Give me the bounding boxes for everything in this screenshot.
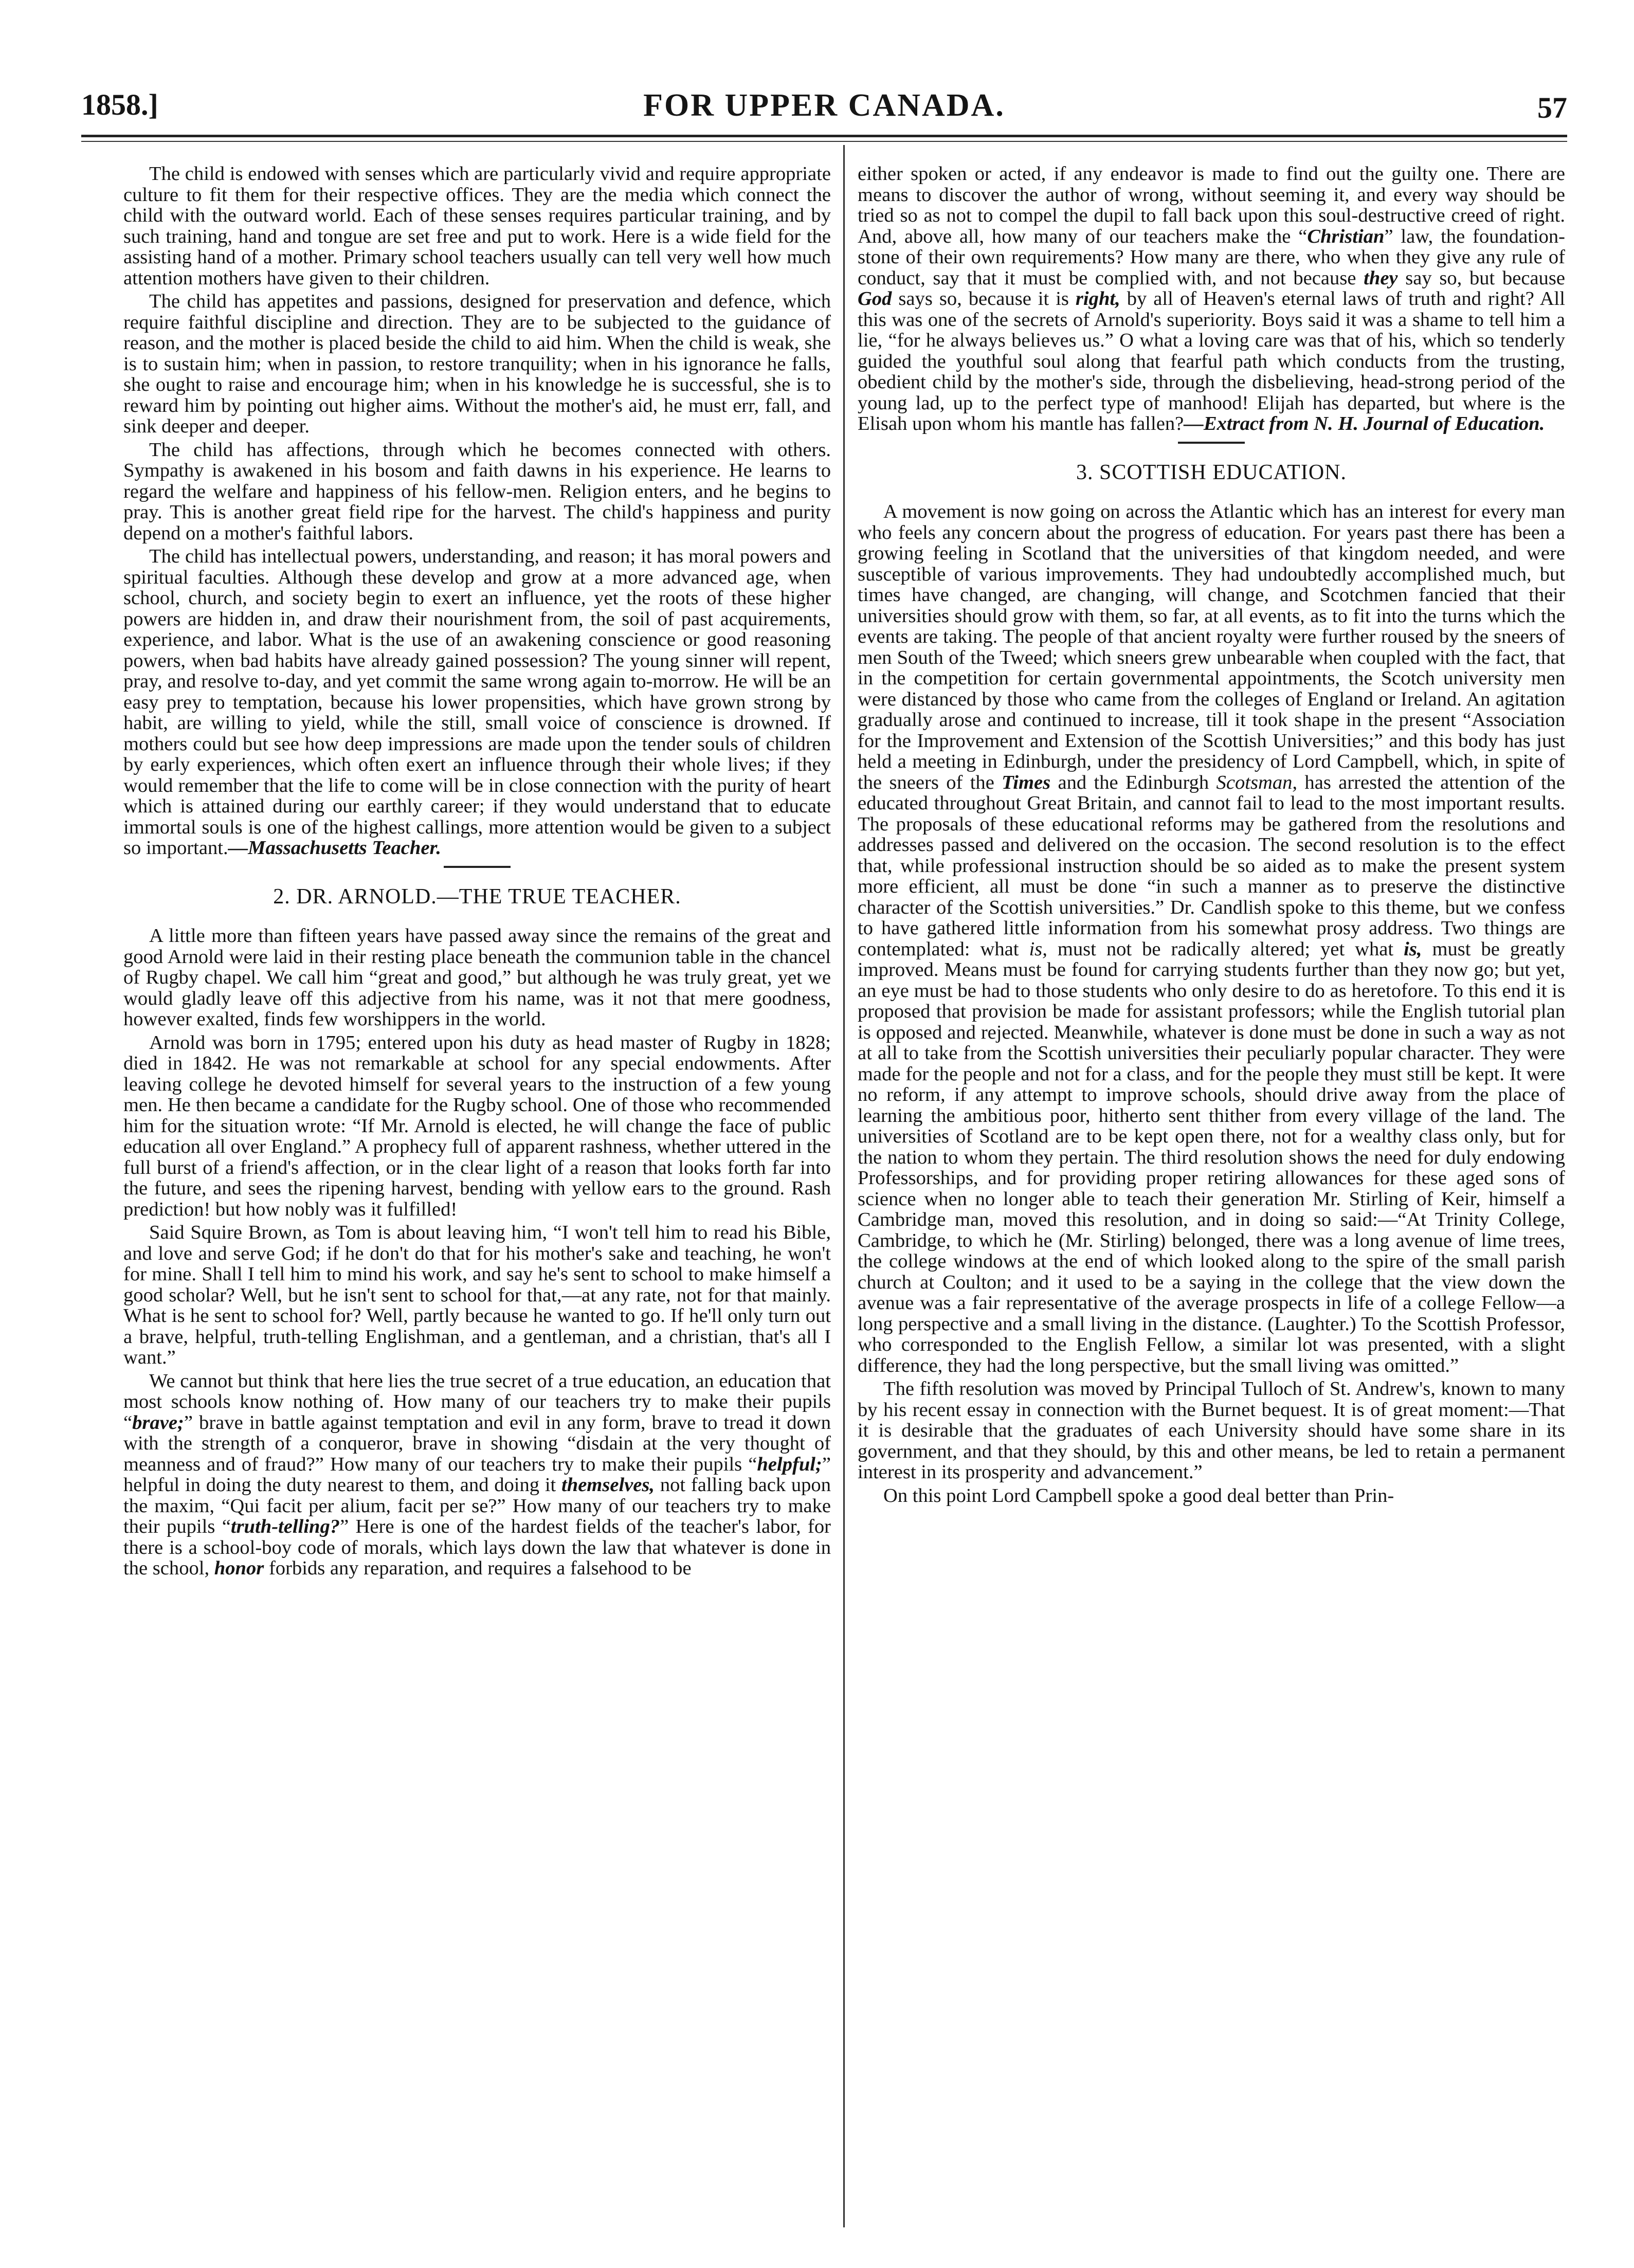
text-run: and the Edinburgh (1050, 771, 1217, 793)
emphasis: right, (1075, 288, 1120, 310)
text-run: says so, because it is (892, 288, 1076, 310)
section-rule (444, 866, 511, 868)
text-run: ” law, the foundation-stone of their own requirements? How many are there, who when they give any rule of conduct, say that it must be complied with, and not because (858, 225, 1565, 289)
source-citation: —Massachusetts Teacher. (228, 837, 442, 859)
emphasis: truth-telling? (230, 1516, 340, 1537)
text-run: either spoken or acted, if any endeavor is made to find out the guilty one. There are means to discover the author of wrong, without seeming it, and every way should be tried so as not to compel the dupil to fall back upon this soul-destructive creed of right. And, above all, how many of our teachers make the “ (858, 163, 1565, 247)
paragraph (123, 1371, 831, 1579)
paragraph: The fifth resolution was moved by Principal Tulloch of St. Andrew's, known to many by his recent essay in connection with the Burnet bequest. It is of great moment:—That it is desirable that the graduates of each University should have some share in its government, and that they should, by this and other means, be led to retain a permanent interest in its prosperity and advancement.” (858, 1378, 1565, 1483)
text-run: ” helpful in doing the duty nearest to them, and doing it (123, 1453, 831, 1496)
emphasis: they (1364, 267, 1398, 289)
paragraph: Said Squire Brown, as Tom is about leaving him, “I won't tell him to read his Bible, and love and serve God; if he don't do that for his mother's sake and teaching, he won't for mine. Shall I tell him to mind his work, and say he's sent to school to make himself a good scholar? Well, but he isn't sent to school for that,—at any rate, not for that mainly. What is he sent to school for? Well, partly because he wanted to go. If he'll only turn out a brave, helpful, truth-telling Englishman, and a gentleman, and a christian, that's all I want.” (123, 1222, 831, 1368)
text-run: ” brave in battle against temptation and evil in any form, brave to tread it down with the strength of a conqueror, brave in showing “disdain at the very thought of meanness and of fraud?” How many of our teachers try to make their pupils “ (123, 1411, 831, 1475)
emphasis: honor (214, 1557, 264, 1579)
header-year: 1858.] (81, 88, 158, 121)
paragraph-text: The child has intellectual powers, understanding, and reason; it has moral powers and spiritual faculties. Although these develop and grow at a more advanced age, when school, church, and society begin to exert an influence, yet the roots of these higher powers are hidden in, and draw their nourishment from, the soil of past acquirements, experience, and labor. What is the use of an awakening conscience or good reasoning powers, when bad habits have already gained possession? The young sinner will repent, pray, and resolve to-day, and yet commit the same wrong again to-morrow. He will be an easy prey to temptation, because his lower propensities, which have grown strong by habit, are willing to yield, while the still, small voice of conscience is drowned. If mothers could but see how deep impressions are made upon the tender souls of children by early experiences, which often exert an influence through their whole lives; if they would remember that the life to come will be in close connection with the purity of heart which is attained during our earthly career; if they would understand that to educate immortal souls is one of the highest callings, more attention would be given to a subject so important. (123, 546, 831, 859)
source-citation: —Extract from N. H. Journal of Education. (1184, 413, 1545, 434)
text-run: say so, but because (1397, 267, 1565, 289)
text-run: not falling back upon the maxim, “Qui facit per alium, facit per se?” How many of our teachers try to make their pupils “ (123, 1474, 831, 1537)
paragraph (858, 164, 1565, 434)
paragraph (123, 546, 831, 859)
text-run: ” Here is one of the hardest fields of the teacher's labor, for there is a school-boy code of morals, which lays down the law that whatever is done in the school, (123, 1516, 831, 1579)
section-rule (1178, 442, 1245, 444)
emphasis: brave; (132, 1411, 184, 1434)
text-run: A movement is now going on across the Atlantic which has an interest for every man who feels any concern about the progress of education. For years past there has been a growing feeling in Scotland that the universities of that kingdom needed, and were susceptible of various improvements. They had undoubtedly accomplished much, but times have changed, are changing, will change, and Scotchmen fancied that their universities should grow with them, so far, at all events, as to fit into the turns which the events are taking. The people of that ancient royalty were further roused by the sneers of men South of the Tweed; which sneers grew unbearable when coupled with the fact, that in the competition for certain governmental appointments, the Scotch university men were distanced by those who came from the colleges of England or Ireland. An agitation gradually arose and continued to increase, till it took shape in the present “Association for the Improvement and Extension of the Scottish Universities;” and this body has just held a meeting in Edinburgh, under the presidency of Lord Campbell, which, in spite of the sneers of the (858, 501, 1565, 793)
page-number: 57 (1537, 91, 1567, 124)
text-run: must not be radically altered; yet what (1047, 938, 1404, 960)
emphasis: is, (1404, 938, 1422, 960)
paragraph: The child is endowed with senses which are particularly vivid and require appropriate culture to fit them for their respective offices. They are the media which connect the child with the outward world. Each of these senses requires particular training, and by such training, hand and tongue are set free and put to work. Here is a wide field for the assisting hand of a mother. Primary school teachers usually can tell very well how much attention mothers have given to their children. (123, 163, 831, 289)
emphasis: themselves, (561, 1474, 655, 1496)
emphasis: Scotsman, (1216, 771, 1298, 793)
text-run: by all of Heaven's eternal laws of truth and right? All this was one of the secrets of Arnold's superiority. Boys said it was a shame to tell him a lie, “for he always believes us.” O what a loving care was that of his, which so tenderly guided the youthful soul along that fearful path which conducts from the trusting, obedient child by the mother's side, through the disbelieving, head-strong period of the young lad, up to the perfect type of manhood! Elijah has departed, but where is the Elisah upon whom his mantle has fallen? (858, 288, 1565, 434)
emphasis: helpful; (757, 1453, 822, 1475)
emphasis: God (858, 288, 892, 310)
text-run: must be greatly improved. Means must be found for carrying students further than they now go; but yet, an eye must be had to those students who only desire to do as heretofore. To this end it is proposed that provision be made for assistant professors; while the English tutorial plan is opposed and rejected. Meanwhile, whatever is done must be done in such a way as not at all to take from the Scottish universities their peculiarly popular character. They were made for the people and not for a class, and for the people they must still be kept. It were no reform, if any attempt to improve schools, should drive away from the place of learning the ambitious poor, hitherto sent thither from every village of the land. The universities of Scotland are to be kept open there, not for a wealthy class only, but for the nation to whom they pertain. The third resolution shows the need for duly endowing Professorships, and for providing proper retiring allowances for these aged sons of science when no longer able to teach their generation Mr. Stirling of Keir, himself a Cambridge man, moved this resolution, and in doing so said:—“At Trinity College, Cambridge, to which he (Mr. Stirling) belonged, there was a long avenue of lime trees, the college windows at the end of which looked along to the spire of the small parish church at Coulton; and it used to be a saying in the college that the view down the avenue was a fair representative of the average prospects in life of a college Fellow—a long perspective and a small living in the distance. (Laughter.) To the Scottish Professor, who corresponded to the English Fellow, a similar lot was presented, with a slight difference, they had the long perspective, but the small living was omitted.” (858, 938, 1565, 1376)
paragraph: The child has affections, through which he becomes connected with others. Sympathy is awakened in his bosom and faith dawns in his experience. He learns to regard the welfare and happiness of his fellow-men. Religion enters, and he begins to pray. This is another great field ripe for the harvest. The child's happiness and purity depend on a mother's faithful labors. (123, 439, 831, 544)
paragraph: On this point Lord Campbell spoke a good deal better than Prin- (883, 1484, 1394, 1507)
section-title-scottish: 3. SCOTTISH EDUCATION. (1076, 460, 1347, 484)
right-column (858, 164, 1565, 1506)
header-title: FOR UPPER CANADA. (643, 88, 1005, 123)
text-run: We cannot but think that here lies the true secret of a true education, an education that most schools know nothing of. How many of our teachers try to make their pupils “ (123, 1370, 831, 1434)
paragraph (858, 501, 1565, 1376)
header-rule (81, 135, 1567, 137)
paragraph: A little more than fifteen years have passed away since the remains of the great and good Arnold were laid in their resting place beneath the communion table in the chancel of Rugby chapel. We call him “great and good,” but although he was truly great, yet we would gladly leave off this adjective from his name, was it not that mere goodness, however exalted, finds few worshippers in the world. (123, 925, 831, 1030)
text-run: forbids any reparation, and requires a falsehood to be (264, 1557, 692, 1579)
section-title-arnold: 2. DR. ARNOLD.—THE TRUE TEACHER. (273, 884, 681, 909)
emphasis: Times (1002, 771, 1051, 793)
paragraph: Arnold was born in 1795; entered upon his duty as head master of Rugby in 1828; died in 1842. He was not remarkable at school for any special endowments. After leaving college he devoted himself for several years to the instruction of a few young men. He then became a candidate for the Rugby school. One of those who recommended him for the situation wrote: “If Mr. Arnold is elected, he will change the face of public education all over England.” A prophecy full of apparent rashness, whether uttered in the full burst of a friend's affection, or in the clear light of a reason that looks forth far into the future, and sees the ripening harvest, bending with yellow ears to the ground. Rash prediction! but how nobly was it fulfilled! (123, 1031, 831, 1220)
emphasis: is, (1029, 938, 1047, 960)
running-header (81, 87, 1567, 134)
header-rule-thin (81, 141, 1567, 142)
column-divider (843, 145, 845, 2227)
emphasis: Christian (1307, 225, 1385, 247)
left-column (123, 164, 831, 1579)
text-run: has arrested the attention of the educated throughout Great Britain, and cannot fail to lead to the most important results. The proposals of these educational reforms may be gathered from the resolutions and addresses passed and delivered on the occasion. The second resolution is to the effect that, while professional instruction should be so aided as to make the present system more efficient, all must be done “in such a manner as to preserve the distinctive character of the Scottish universities.” Dr. Candlish spoke to this theme, but we confess to have gathered little information from his somewhat prosy address. Two things are contemplated: what (858, 771, 1565, 960)
paragraph: The child has appetites and passions, designed for preservation and defence, which require faithful discipline and direction. They are to be subjected to the guidance of reason, and the mother is placed beside the child to aid him. When the child is weak, she is to sustain him; when in passion, to restore tranquility; when in his ignorance he falls, she ought to raise and encourage him; when in his knowledge he is successful, she is to reward him by pointing out higher aims. Without the mother's aid, he must err, fall, and sink deeper and deeper. (123, 291, 831, 437)
